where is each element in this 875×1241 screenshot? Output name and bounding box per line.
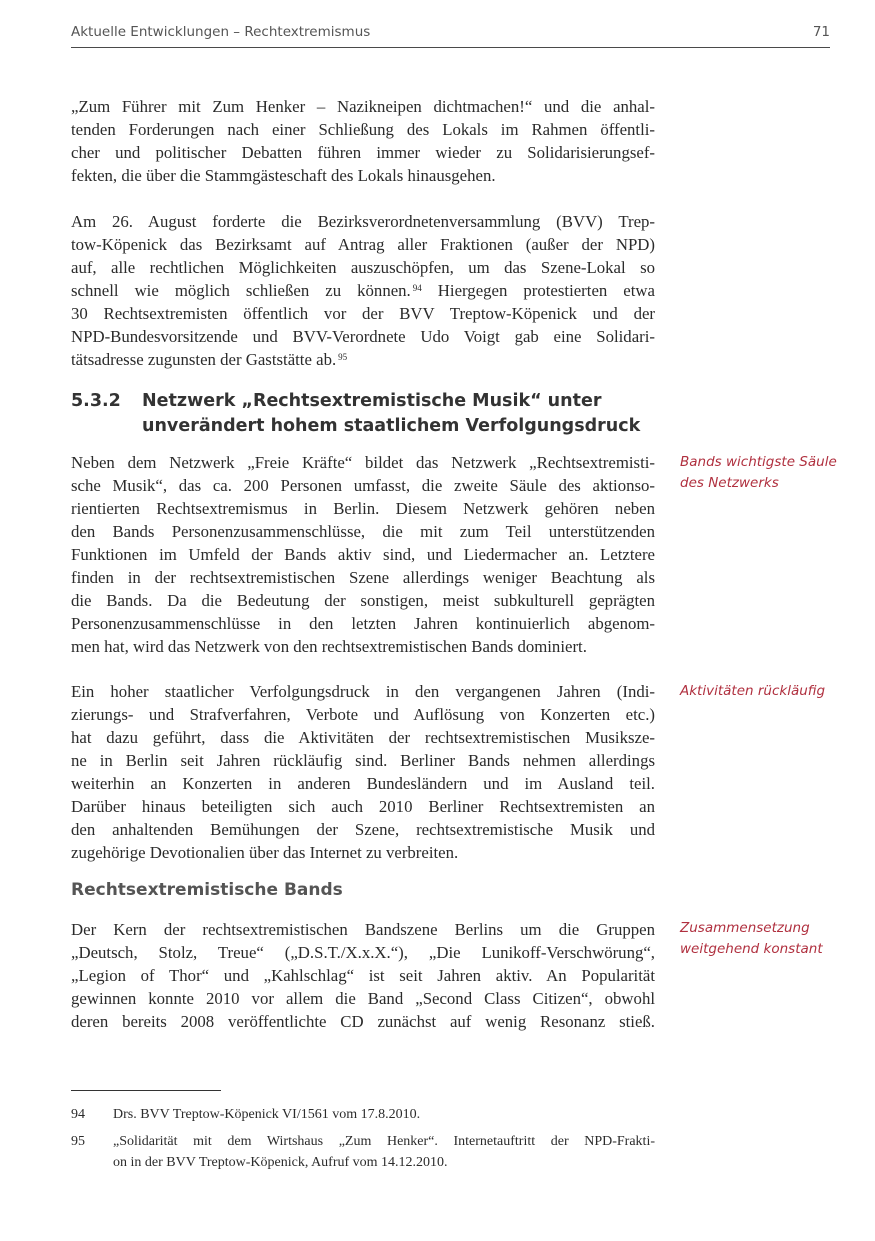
text-line: men hat, wird das Netzwerk von den rechtsextremistischen Bands dominiert. xyxy=(71,637,587,656)
text-line: fekten, die über die Stammgästeschaft des Lokals hinausgehen. xyxy=(71,166,496,185)
footnote-divider xyxy=(71,1090,221,1091)
footnote-ref-94[interactable]: 94 xyxy=(412,283,422,293)
paragraph-3 xyxy=(71,451,655,658)
paragraph-2 xyxy=(71,210,655,371)
text-line: zierungs- und Strafverfahren, Verbote und Auflösung von Konzerten etc.) xyxy=(71,705,655,724)
footnote-line: Drs. BVV Treptow-Köpenick VI/1561 vom 17.8.2010. xyxy=(113,1107,421,1122)
text-line: Funktionen im Umfeld der Bands aktiv sind, und Liedermacher an. Letztere xyxy=(71,545,655,564)
text-line: Darüber hinaus beteiligten sich auch 2010 Berliner Rechtsextremisten an xyxy=(71,797,655,816)
footnote-number: 95 xyxy=(71,1134,85,1149)
text-line: die Bands. Da die Bedeutung der sonstigen, meist subkulturell geprägten xyxy=(71,591,655,610)
section-number: 5.3.2 xyxy=(71,391,121,411)
footnote-94 xyxy=(71,1104,661,1125)
footnote-line: on in der BVV Treptow-Köpenick, Aufruf vom 14.12.2010. xyxy=(113,1155,448,1170)
text-line-with-footnote xyxy=(71,348,655,371)
text-line: Am 26. August forderte die Bezirksverordnetenversammlung (BVV) Trep- xyxy=(71,212,655,231)
section-title-line: unverändert hohem staatlichem Verfolgungsdruck xyxy=(142,416,641,436)
text-fragment: tätsadresse zugunsten der Gaststätte ab. xyxy=(71,350,337,369)
text-line: auf, alle rechtlichen Möglichkeiten auszuschöpfen, um das Szene-Lokal so xyxy=(71,258,655,277)
text-line: weiterhin an Konzerten in anderen Bundesländern und im Ausland teil. xyxy=(71,774,655,793)
text-line: gewinnen konnte 2010 vor allem die Band „Second Class Citizen“, obwohl xyxy=(71,989,655,1008)
text-line: rientierten Rechtsextremismus in Berlin. Diesem Netzwerk gehören neben xyxy=(71,499,655,518)
text-line: „Zum Führer mit Zum Henker – Nazikneipen dichtmachen!“ und die anhal- xyxy=(71,97,655,116)
text-line: NPD-Bundesvorsitzende und BVV-Verordnete Udo Voigt gab eine Solidari- xyxy=(71,327,655,346)
paragraph-5 xyxy=(71,918,655,1033)
text-line: Personenzusammenschlüsse in den letzten Jahren kontinuierlich abgenom- xyxy=(71,614,655,633)
text-line: ne in Berlin seit Jahren rückläufig sind. Berliner Bands nehmen allerdings xyxy=(71,751,655,770)
text-line: finden in der rechtsextremistischen Szene allerdings weniger Beachtung als xyxy=(71,568,655,587)
text-line: tenden Forderungen nach einer Schließung des Lokals im Rahmen öffentli- xyxy=(71,120,655,139)
text-line: cher und politischer Debatten führen immer wieder zu Solidarisierungsef- xyxy=(71,143,655,162)
margin-note-line: Zusammensetzung xyxy=(680,920,810,936)
text-line: „Legion of Thor“ und „Kahlschlag“ ist seit Jahren aktiv. An Popularität xyxy=(71,966,655,985)
margin-note-line: weitgehend konstant xyxy=(680,941,823,957)
text-line: den Bands Personenzusammenschlüsse, die mit zum Teil unterstützenden xyxy=(71,522,655,541)
text-line: sche Musik“, das ca. 200 Personen umfasst, die zweite Säule des aktionso- xyxy=(71,476,655,495)
subheading: Rechtsextremistische Bands xyxy=(71,880,343,900)
text-line: Ein hoher staatlicher Verfolgungsdruck in den vergangenen Jahren (Indi- xyxy=(71,682,655,701)
text-line: zugehörige Devotionalien über das Internet zu verbreiten. xyxy=(71,843,459,862)
section-title-line: Netzwerk „Rechtsextremistische Musik“ unter xyxy=(142,391,602,411)
text-line-with-footnote xyxy=(71,279,655,302)
text-line: „Deutsch, Stolz, Treue“ („D.S.T./X.x.X.“), „Die Lunikoff-Verschwörung“, xyxy=(71,943,655,962)
footnote-95 xyxy=(71,1131,661,1173)
text-line: hat dazu geführt, dass die Aktivitäten der rechtsextremistischen Musiksze- xyxy=(71,728,655,747)
paragraph-1 xyxy=(71,95,655,187)
footnote-line: „Solidarität mit dem Wirtshaus „Zum Henker“. Internetauftritt der NPD-Frakti- xyxy=(113,1134,655,1149)
text-line: deren bereits 2008 veröffentlichte CD zunächst auf wenig Resonanz stieß. xyxy=(71,1012,655,1031)
footnote-text xyxy=(113,1131,655,1173)
margin-note-zusammensetzung xyxy=(680,918,850,960)
page-number: 71 xyxy=(812,24,830,40)
footnote-text xyxy=(113,1104,655,1125)
margin-note-line: des Netzwerks xyxy=(680,475,779,491)
footnote-ref-95[interactable]: 95 xyxy=(338,352,348,362)
text-line: Der Kern der rechtsextremistischen Bandszene Berlins um die Gruppen xyxy=(71,920,655,939)
running-header xyxy=(71,23,830,48)
text-line: Neben dem Netzwerk „Freie Kräfte“ bildet das Netzwerk „Rechtsextremisti- xyxy=(71,453,655,472)
text-line: tow-Köpenick das Bezirksamt auf Antrag aller Fraktionen (außer der NPD) xyxy=(71,235,655,254)
footnote-number: 94 xyxy=(71,1107,85,1122)
text-fragment: Hiergegen protestierten etwa xyxy=(421,281,655,300)
text-line: den anhaltenden Bemühungen der Szene, rechtsextremistische Musik und xyxy=(71,820,655,839)
text-line: 30 Rechtsextremisten öffentlich vor der BVV Treptow-Köpenick und der xyxy=(71,304,655,323)
margin-note-bands xyxy=(680,452,850,494)
text-fragment: schnell wie möglich schließen zu können. xyxy=(71,281,411,300)
margin-note-line: Aktivitäten rückläufig xyxy=(680,683,826,699)
section-title xyxy=(142,389,682,439)
margin-note-aktivitaeten xyxy=(680,681,850,702)
header-title: Aktuelle Entwicklungen – Rechtextremismus xyxy=(71,24,371,40)
paragraph-4 xyxy=(71,680,655,864)
margin-note-line: Bands wichtigste Säule xyxy=(680,454,837,470)
